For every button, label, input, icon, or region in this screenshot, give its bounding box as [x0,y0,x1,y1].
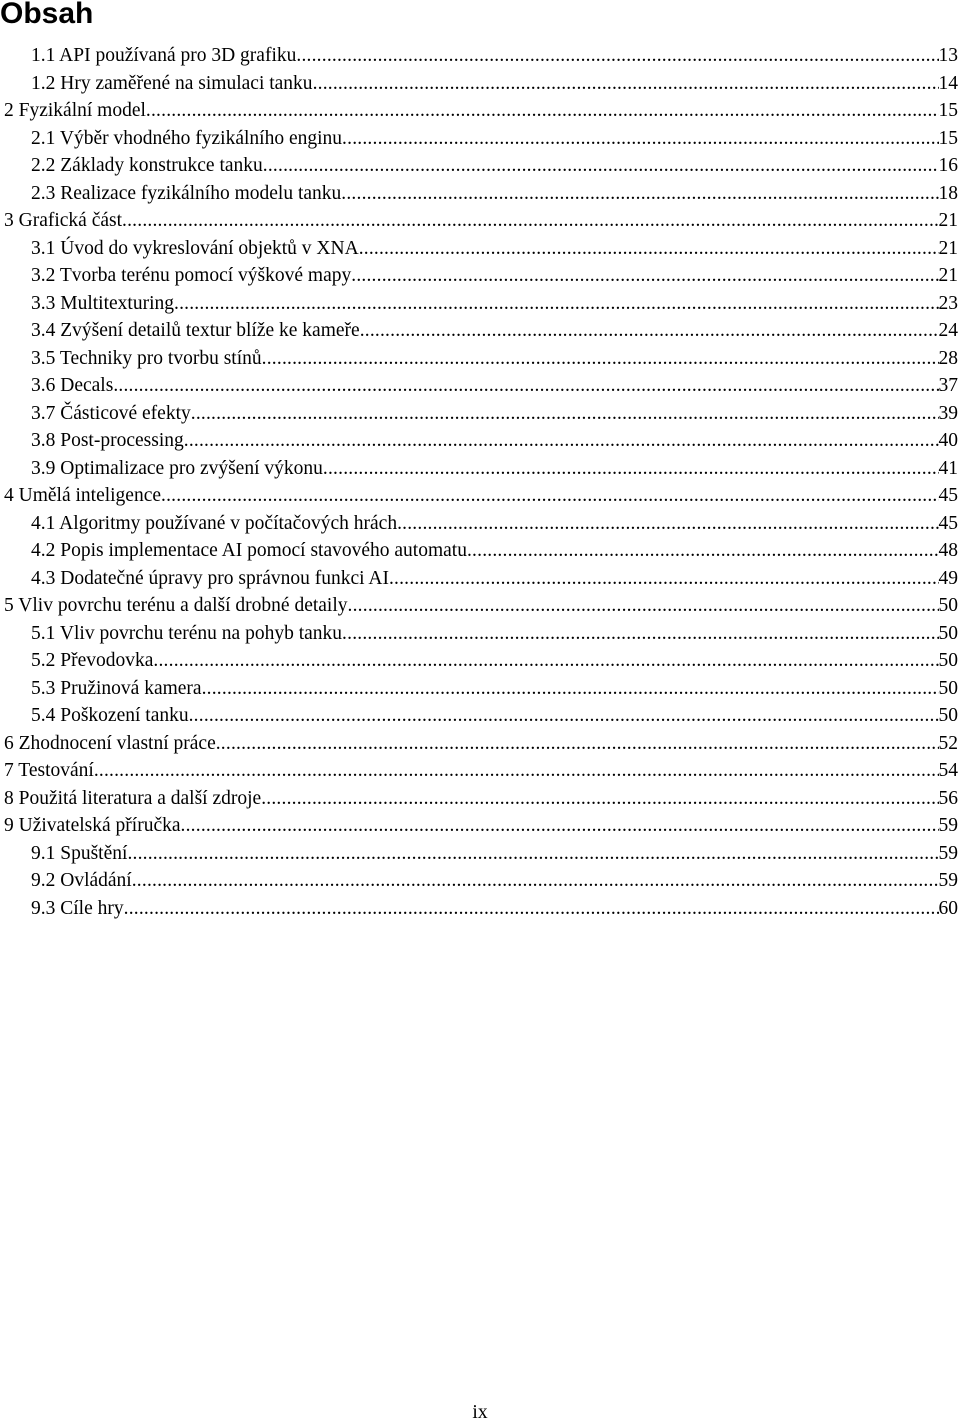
toc-entry-title: 3 Grafická část [4,210,123,231]
dot-leader [181,812,939,840]
toc-entry-title: 3.3 Multitexturing [31,292,174,314]
toc-entry[interactable] [0,565,960,593]
dot-leader [342,125,938,153]
toc-entry-page: 59 [938,870,958,891]
dot-leader [191,400,939,428]
toc-entry-title: 5 Vliv povrchu terénu a další drobné detaily [4,595,348,616]
toc-entry-page: 14 [938,72,958,94]
toc-entry-page: 40 [938,430,958,451]
toc-entry-title: 2 Fyzikální model [4,100,146,121]
page-title: Obsah [0,0,94,30]
toc-entry-title: 3.5 Techniky pro tvorbu stínů [31,347,262,369]
dot-leader [202,675,939,703]
toc-entry[interactable] [0,42,960,70]
toc-entry[interactable] [0,70,960,98]
toc-entry-page: 16 [938,155,958,176]
toc-entry[interactable] [0,290,960,318]
toc-entry-page: 15 [938,100,958,121]
toc-entry[interactable] [0,592,960,620]
toc-entry[interactable] [0,757,960,785]
toc-entry-page: 41 [938,457,958,479]
toc-entry[interactable] [0,895,960,923]
toc-entry[interactable] [0,675,960,703]
toc-entry-page: 59 [938,815,958,836]
toc-entry-title: 9.2 Ovládání [31,870,132,891]
toc-entry-title: 5.1 Vliv povrchu terénu na pohyb tanku [31,622,343,644]
toc-entry-page: 39 [938,402,958,424]
toc-entry-page: 49 [938,567,958,589]
toc-entry[interactable] [0,785,960,813]
toc-entry-page: 50 [938,595,958,616]
toc-entry-title: 9.3 Cíle hry [31,897,124,919]
toc-entry-title: 2.1 Výběr vhodného fyzikálního enginu [31,127,343,149]
toc-entry-page: 24 [938,320,958,341]
toc-entry-page: 60 [938,897,958,919]
toc-entry-title: 3.9 Optimalizace pro zvýšení výkonu [31,457,323,479]
toc-entry-title: 9 Uživatelská příručka [4,815,181,836]
dot-leader [146,97,939,125]
toc-entry[interactable] [0,537,960,565]
dot-leader [397,510,938,538]
toc-entry-title: 6 Zhodnocení vlastní práce [4,732,216,754]
toc-entry-page: 45 [938,512,958,534]
dot-leader [124,895,939,923]
toc-entry-title: 5.2 Převodovka [31,650,154,671]
toc-entry-page: 21 [938,265,958,286]
toc-entry-title: 3.1 Úvod do vykreslování objektů v XNA [31,237,359,259]
dot-leader [360,317,939,345]
toc-entry[interactable] [0,207,960,235]
dot-leader [216,730,939,758]
dot-leader [132,867,939,895]
dot-leader [113,372,938,400]
toc-entry[interactable] [0,427,960,455]
toc-entry-title: 3.8 Post-processing [31,430,184,451]
dot-leader [184,427,939,455]
toc-entry[interactable] [0,317,960,345]
toc-entry-page: 50 [938,677,958,699]
dot-leader [263,152,939,180]
toc-entry-title: 9.1 Spuštění [31,842,128,864]
toc-entry[interactable] [0,867,960,895]
dot-leader [341,180,938,208]
toc-entry-page: 13 [938,45,958,66]
toc-entry-page: 37 [938,375,958,396]
toc-entry-title: 5.3 Pružinová kamera [31,677,202,699]
toc-entry-title: 3.4 Zvýšení detailů textur blíže ke kameře [31,320,360,341]
toc-entry[interactable] [0,482,960,510]
toc-entry[interactable] [0,812,960,840]
toc-entry[interactable] [0,262,960,290]
toc-entry-title: 7 Testování [4,760,94,781]
dot-leader [153,647,938,675]
toc-entry-title: 3.6 Decals [31,375,114,396]
dot-leader [261,785,938,813]
toc-entry-title: 4.2 Popis implementace AI pomocí stavového automatu [31,540,467,561]
toc-entry-title: 4.3 Dodatečné úpravy pro správnou funkci AI [31,567,389,589]
toc-entry-page: 21 [938,237,958,259]
dot-leader [122,207,938,235]
toc-entry-page: 50 [938,622,958,644]
toc-entry-page: 50 [938,705,958,726]
toc-entry-page: 50 [938,650,958,671]
dot-leader [296,42,938,70]
dot-leader [351,262,938,290]
toc-entry[interactable] [0,702,960,730]
toc-entry-title: 3.2 Tvorba terénu pomocí výškové mapy [31,265,352,286]
toc-entry-title: 3.7 Částicové efekty [31,402,191,424]
toc-entry[interactable] [0,620,960,648]
dot-leader [94,757,939,785]
dot-leader [174,290,939,318]
toc-entry-page: 48 [938,540,958,561]
toc-entry[interactable] [0,235,960,263]
table-of-contents [0,42,960,922]
toc-entry[interactable] [0,345,960,373]
toc-entry[interactable] [0,372,960,400]
toc-entry[interactable] [0,510,960,538]
toc-entry-page: 45 [938,485,958,506]
toc-entry[interactable] [0,647,960,675]
dot-leader [389,565,939,593]
toc-entry[interactable] [0,455,960,483]
toc-entry-page: 21 [938,210,958,231]
toc-entry-title: 4.1 Algoritmy používané v počítačových hrách [31,512,398,534]
dot-leader [189,702,939,730]
toc-entry-title: 8 Použitá literatura a další zdroje [4,787,262,809]
toc-entry[interactable] [0,180,960,208]
toc-entry[interactable] [0,152,960,180]
toc-entry-page: 15 [938,127,958,149]
toc-entry-title: 1.2 Hry zaměřené na simulaci tanku [31,72,313,94]
toc-entry-page: 23 [938,292,958,314]
toc-entry-title: 2.2 Základy konstrukce tanku [31,155,263,176]
toc-entry[interactable] [0,840,960,868]
dot-leader [323,455,939,483]
dot-leader [262,345,939,373]
toc-entry-title: 1.1 API používaná pro 3D grafiku [31,45,297,66]
dot-leader [127,840,938,868]
toc-entry[interactable] [0,97,960,125]
dot-leader [467,537,939,565]
dot-leader [161,482,938,510]
toc-entry-page: 54 [938,760,958,781]
toc-entry-title: 2.3 Realizace fyzikálního modelu tanku [31,182,342,204]
dot-leader [348,592,939,620]
dot-leader [359,235,939,263]
toc-entry-page: 28 [938,347,958,369]
toc-entry-page: 59 [938,842,958,864]
toc-entry-title: 4 Umělá inteligence [4,485,162,506]
dot-leader [313,70,939,98]
toc-entry[interactable] [0,400,960,428]
page-number: ix [472,1402,488,1423]
toc-entry[interactable] [0,125,960,153]
dot-leader [342,620,938,648]
toc-entry-page: 52 [938,732,958,754]
toc-entry[interactable] [0,730,960,758]
toc-entry-page: 18 [938,182,958,204]
toc-entry-page: 56 [938,787,958,809]
toc-entry-title: 5.4 Poškození tanku [31,705,189,726]
